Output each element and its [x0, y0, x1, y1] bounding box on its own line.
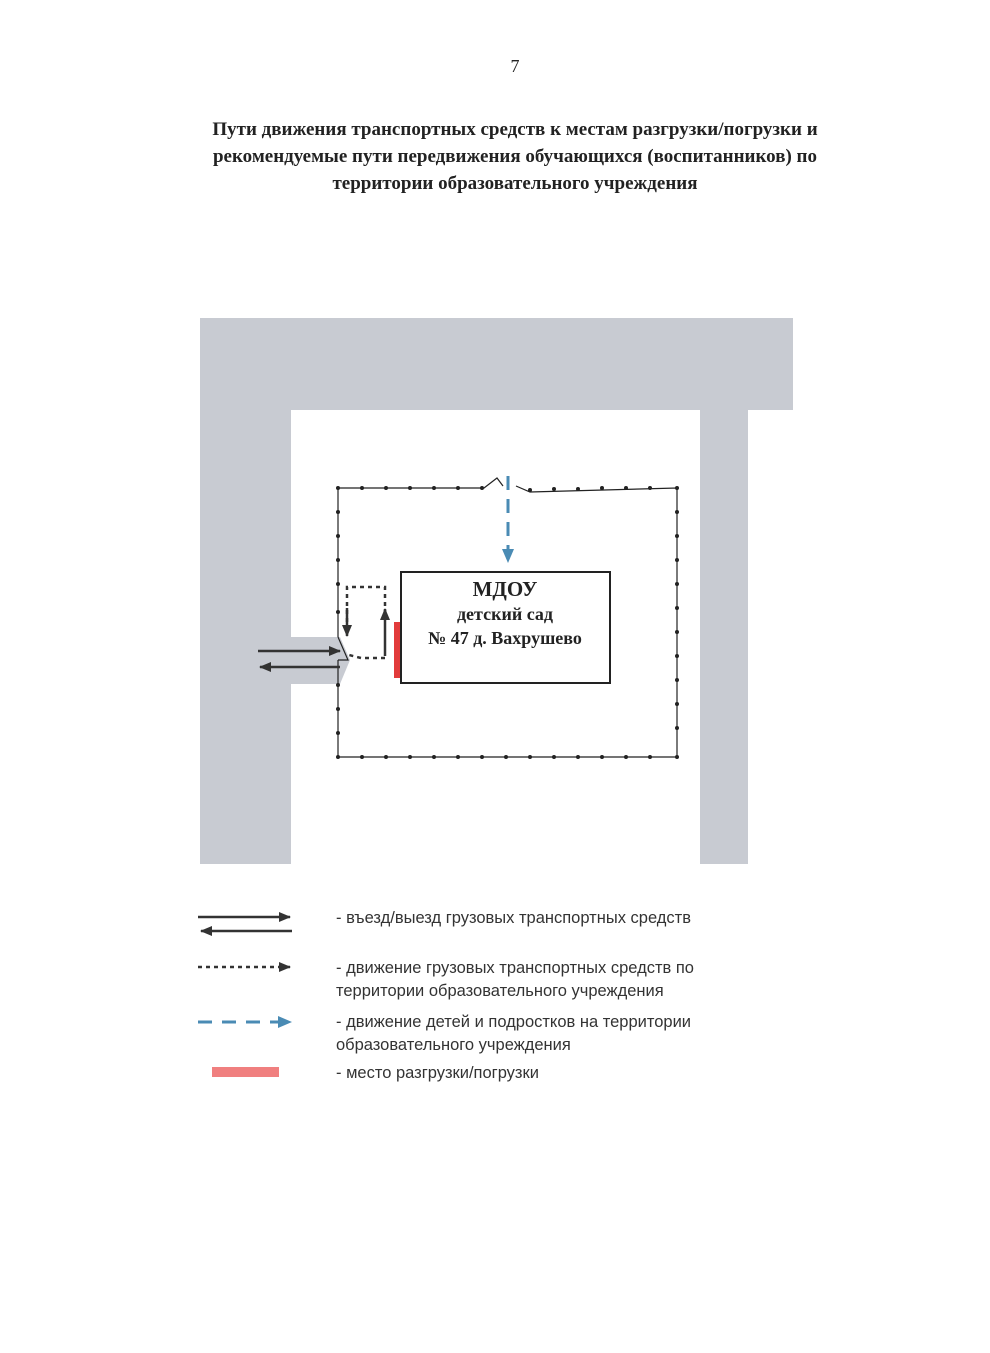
building-line-1: МДОУ — [472, 577, 538, 601]
legend-unloading-place: - место разгрузки/погрузки — [336, 1064, 539, 1082]
road-left — [200, 318, 291, 864]
building-line-3: № 47 д. Вахрушево — [428, 628, 582, 648]
double-arrow-icon — [198, 917, 292, 931]
legend-children-route-line-1: - движение детей и подростков на территории — [336, 1013, 692, 1031]
title-line-1: Пути движения транспортных средств к местам разгрузки/погрузки и — [212, 119, 818, 140]
building-line-2: детский сад — [456, 604, 554, 624]
red-bar-icon — [212, 1067, 279, 1077]
legend-symbols — [198, 917, 292, 1077]
legend-children-route-line-2: образовательного учреждения — [336, 1036, 571, 1054]
truck-route — [347, 587, 385, 658]
road-right — [700, 410, 748, 864]
title-line-3: территории образовательного учреждения — [332, 173, 698, 194]
title-line-2: рекомендуемые пути передвижения обучающихся (воспитанников) по — [212, 146, 817, 167]
page-number: 7 — [510, 56, 520, 76]
building — [401, 572, 610, 683]
legend-entry-exit: - въезд/выезд грузовых транспортных средств — [336, 909, 691, 927]
legend-truck-route-line-1: - движение грузовых транспортных средств по — [336, 959, 694, 977]
legend-truck-route-line-2: территории образовательного учреждения — [336, 982, 664, 1000]
